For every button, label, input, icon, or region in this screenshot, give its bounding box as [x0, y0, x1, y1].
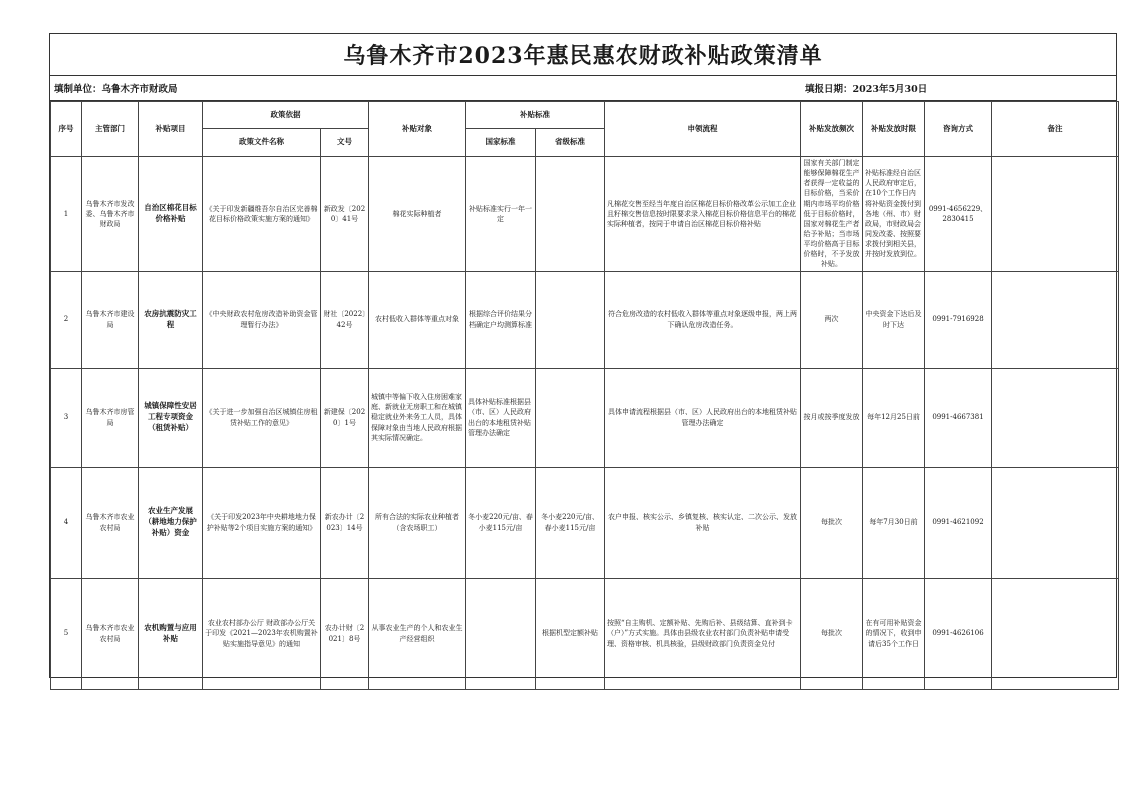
cell-contact: 0991-4626106 — [925, 578, 992, 689]
header-project: 补贴项目 — [139, 102, 203, 157]
cell-contact: 0991-4621092 — [925, 467, 992, 578]
cell-dept: 乌鲁木齐市农业农村局 — [82, 467, 139, 578]
cell-dept: 乌鲁木齐市房管局 — [82, 368, 139, 467]
cell-doc-no: 新农办计〔2023〕14号 — [321, 467, 369, 578]
cell-provincial — [536, 368, 605, 467]
cell-provincial — [536, 271, 605, 368]
cell-national — [466, 578, 536, 689]
cell-frequency: 两次 — [801, 271, 863, 368]
cell-dept: 乌鲁木齐市发改委、乌鲁木齐市财政局 — [82, 157, 139, 272]
cell-doc-name: 《关于进一步加强自治区城镇住房租赁补贴工作的意见》 — [203, 368, 321, 467]
cell-seq: 5 — [51, 578, 82, 689]
cell-frequency: 每批次 — [801, 578, 863, 689]
cell-remark — [992, 578, 1119, 689]
cell-provincial: 根据机型定额补贴 — [536, 578, 605, 689]
header-contact: 咨询方式 — [925, 102, 992, 157]
header-target: 补贴对象 — [369, 102, 466, 157]
cell-doc-no: 新政发〔2020〕41号 — [321, 157, 369, 272]
cell-remark — [992, 157, 1119, 272]
page-title: 乌鲁木齐市2023年惠民惠农财政补贴政策清单 — [50, 34, 1116, 76]
cell-national: 补贴标准实行一年一定 — [466, 157, 536, 272]
header-national: 国家标准 — [466, 129, 536, 157]
cell-remark — [992, 467, 1119, 578]
table-row — [51, 467, 1119, 578]
table-row — [51, 578, 1119, 689]
cell-dept: 乌鲁木齐市农业农村局 — [82, 578, 139, 689]
cell-frequency: 按月或按季度发放 — [801, 368, 863, 467]
meta-bar — [50, 76, 1116, 101]
cell-contact: 0991-7916928 — [925, 271, 992, 368]
header-dept: 主管部门 — [82, 102, 139, 157]
cell-doc-no: 农办计财〔2021〕8号 — [321, 578, 369, 689]
cell-project: 农业生产发展（耕地地力保护补贴）资金 — [139, 467, 203, 578]
table-row — [51, 368, 1119, 467]
cell-deadline: 补贴标准经自治区人民政府审定后，在10个工作日内将补贴资金拨付到各地（州、市）财政局，市财政局会同发改委、按照要求拨付到相关县，并按时发放到位。 — [863, 157, 925, 272]
cell-target: 从事农业生产的个人和农业生产经营组织 — [369, 578, 466, 689]
cell-doc-no: 新建保〔2020〕1号 — [321, 368, 369, 467]
cell-doc-name: 《中央财政农村危房改造补助资金管理暂行办法》 — [203, 271, 321, 368]
header-seq: 序号 — [51, 102, 82, 157]
cell-doc-no: 财社〔2022〕42号 — [321, 271, 369, 368]
cell-doc-name: 《关于印发新疆维吾尔自治区完善棉花目标价格政策实施方案的通知》 — [203, 157, 321, 272]
cell-seq: 3 — [51, 368, 82, 467]
header-basis: 政策依据 — [203, 102, 369, 129]
policy-sheet — [49, 33, 1117, 678]
fill-unit: 填制单位：乌鲁木齐市财政局 — [54, 84, 178, 95]
cell-target: 所有合法的实际农业种植者（含农场职工） — [369, 467, 466, 578]
header-basis-name: 政策文件名称 — [203, 129, 321, 157]
cell-process: 具体申请流程根据县（市、区）人民政府出台的本地租赁补贴管理办法确定 — [605, 368, 801, 467]
table-row — [51, 271, 1119, 368]
header-deadline: 补贴发放时限 — [863, 102, 925, 157]
cell-deadline: 中央资金下达后及时下达 — [863, 271, 925, 368]
cell-process: 凡棉花交售至经当年度自治区棉花目标价格改革公示加工企业且籽棉交售信息按时限要求录入棉花目标价格信息平台的棉花实际种植者，按同于申请自治区棉花目标价格补贴 — [605, 157, 801, 272]
cell-process: 符合危房改造的农村低收入群体等重点对象逐级申报，两上两下确认危房改造任务。 — [605, 271, 801, 368]
cell-remark — [992, 368, 1119, 467]
cell-national: 具体补贴标准根据县（市、区）人民政府出台的本地租赁补贴管理办法确定 — [466, 368, 536, 467]
cell-seq: 2 — [51, 271, 82, 368]
cell-provincial — [536, 157, 605, 272]
cell-project: 城镇保障性安居工程专项资金（租赁补贴） — [139, 368, 203, 467]
cell-frequency: 国家有关部门制定能够保障棉花生产者获得一定收益的目标价格，当采价期内市场平均价格低于目标价格时，国家对棉花生产者给予补贴；当市场平均价格高于目标价格时，不予发放补贴。 — [801, 157, 863, 272]
table-row — [51, 157, 1119, 272]
header-remark: 备注 — [992, 102, 1119, 157]
cell-deadline: 每年12月25日前 — [863, 368, 925, 467]
header-process: 申领流程 — [605, 102, 801, 157]
cell-remark — [992, 271, 1119, 368]
cell-provincial: 冬小麦220元/亩、春小麦115元/亩 — [536, 467, 605, 578]
cell-seq: 4 — [51, 467, 82, 578]
cell-contact: 0991-4656229、2830415 — [925, 157, 992, 272]
cell-project: 自治区棉花目标价格补贴 — [139, 157, 203, 272]
cell-national: 冬小麦220元/亩、春小麦115元/亩 — [466, 467, 536, 578]
cell-national: 根据综合评价结果分档确定户均测算标准 — [466, 271, 536, 368]
cell-target: 城镇中等偏下收入住房困难家庭、新就业无房职工和在城镇稳定就业外来务工人员，具体保障对象由当地人民政府根据其实际情况确定。 — [369, 368, 466, 467]
cell-frequency: 每批次 — [801, 467, 863, 578]
cell-doc-name: 农业农村部办公厅 财政部办公厅关于印发《2021—2023年农机购置补贴实施指导意见》的通知 — [203, 578, 321, 689]
header-provincial: 省级标准 — [536, 129, 605, 157]
policy-table — [50, 101, 1119, 690]
cell-process: 按照“自主购机、定额补贴、先购后补、县级结算、直补到卡（户）”方式实施。具体由县级农业农村部门负责补贴申请受理、资格审核、机具核验，县级财政部门负责资金兑付 — [605, 578, 801, 689]
cell-dept: 乌鲁木齐市建设局 — [82, 271, 139, 368]
cell-process: 农户申报、核实公示、乡镇复核、核实认定、二次公示、发放补贴 — [605, 467, 801, 578]
cell-contact: 0991-4667381 — [925, 368, 992, 467]
fill-date: 填报日期：2023年5月30日 — [805, 84, 928, 95]
cell-project: 农房抗震防灾工程 — [139, 271, 203, 368]
header-frequency: 补贴发放频次 — [801, 102, 863, 157]
cell-seq: 1 — [51, 157, 82, 272]
cell-target: 农村低收入群体等重点对象 — [369, 271, 466, 368]
cell-deadline: 每年7月30日前 — [863, 467, 925, 578]
cell-project: 农机购置与应用补贴 — [139, 578, 203, 689]
cell-target: 棉花实际种植者 — [369, 157, 466, 272]
header-basis-no: 文号 — [321, 129, 369, 157]
cell-deadline: 在有可用补贴资金的情况下，收到申请后35个工作日 — [863, 578, 925, 689]
cell-doc-name: 《关于印发2023年中央耕地地力保护补贴等2个项目实施方案的通知》 — [203, 467, 321, 578]
header-standard: 补贴标准 — [466, 102, 605, 129]
